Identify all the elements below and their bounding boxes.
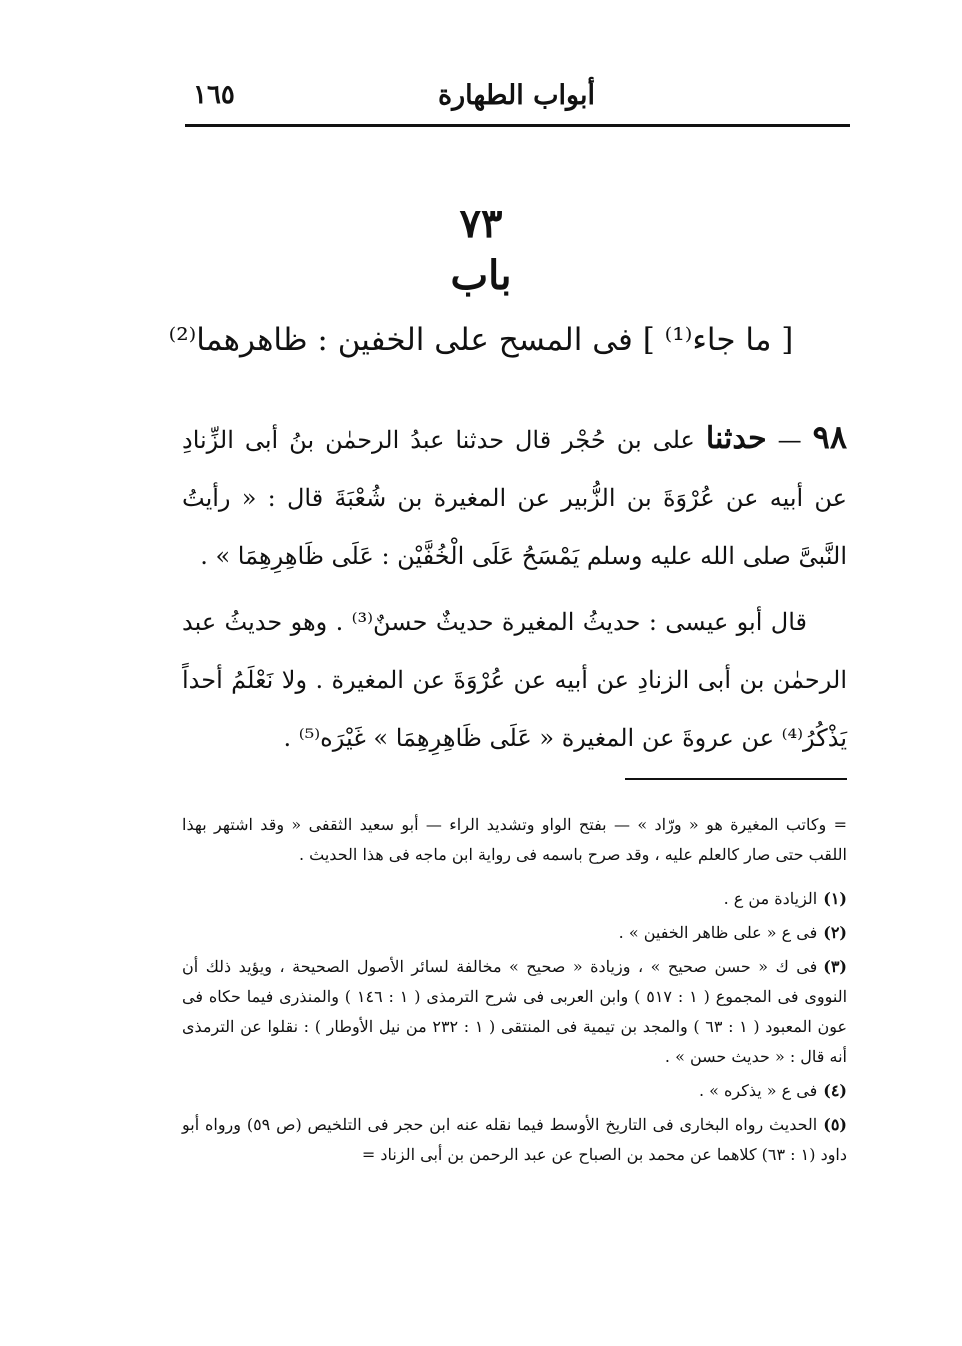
footnote-label: (١) [823, 889, 847, 908]
footnote-item [182, 952, 847, 1072]
footnote-item [182, 1076, 847, 1106]
main-text [182, 408, 847, 767]
running-title: أبواب الطهارة [437, 80, 595, 111]
footnote-label: (٤) [823, 1081, 847, 1100]
hadith-number: ٩٨ [812, 418, 847, 456]
footnote-text: فى ع « على ظاهر الخفين » . [618, 923, 818, 942]
page-number: ١٦٥ [193, 80, 235, 110]
footnote-item [182, 918, 847, 948]
footnote-rule [625, 778, 847, 780]
footnote-label: (٥) [823, 1115, 847, 1134]
hadith-paragraph [182, 408, 847, 585]
footnote-label: (٢) [823, 923, 847, 942]
chapter-number: ٧٣ [459, 200, 503, 247]
footnote-text: فى ك « حسن صحيح » ، وزيادة « صحيح » مخالفة لسائر الأصول الصحيحة ، ويؤيد ذلك أن النووى فى المجموع ( ١ : ٥١٧ ) وابن العربى فى شرح الترمذى ( ١ : ١٤٦ ) والمنذرى فيما حكاه فى عون المعبود ( ١ : ٦٣ ) والمجد بن تيمية فى المنتقى ( ١ : ٢٣٢ من نيل الأوطار ) : نقلوا عن الترمذى أنه قال : « حديث حسن » . [182, 957, 848, 1066]
footnote-text: فى ع « يذكره » . [698, 1081, 818, 1100]
running-header [185, 80, 850, 120]
footnote-text: الزيادة من ع . [723, 889, 818, 908]
hadith-dash: — [777, 426, 802, 454]
chapter-heading: باب [450, 252, 512, 299]
header-rule [185, 124, 850, 127]
footnote-label: (٣) [823, 957, 847, 976]
hadith-opening-word: حدثنا [705, 421, 767, 456]
chapter-title: [ ما جاء⁽¹⁾ ] فى المسح على الخفين : ظاهرهما⁽²⁾ [168, 322, 794, 358]
hadith-text: على بن حُجْر قال حدثنا عبدُ الرحمٰن بنُ أبى الزِّنادِ عن أبيه عن عُرْوَةَ بن الزُّبير عن المغيرة بن شُعْبَةَ قال : « رأيتُ النَّبىَّ صلى الله عليه وسلم يَمْسَحُ عَلَى الْخُفَّيْن : عَلَى ظَاهِرِهِمَا » . [182, 426, 847, 570]
footnote-item [182, 1110, 847, 1170]
footnotes [182, 810, 847, 1174]
footnote-text: الحديث رواه البخارى فى التاريخ الأوسط فيما نقله عنه ابن حجر فى التلخيص (ص ٥٩) ورواه أبو داود (١ : ٦٣) كلاهما عن محمد بن الصباح عن عبد الرحمن بن أبى الزناد = [182, 1115, 847, 1164]
footnote-item [182, 884, 847, 914]
commentary-paragraph: قال أبو عيسى : حديثُ المغيرة حديثٌ حسنٌ⁽³⁾ . وهو حديثُ عبد الرحمٰن بن أبى الزنادِ عن أبيه عن عُرْوَةَ عن المغيرة . ولا نَعْلَمُ أحداً يَذْكُرُ⁽⁴⁾ عن عروةَ عن المغيرة « عَلَى ظَاهِرِهِمَا » غَيْرَه⁽⁵⁾ . [182, 608, 847, 752]
footnote-continuation: = وكاتب المغيرة هو « ورّاد » — بفتح الواو وتشديد الراء — أبو سعيد الثقفى « وقد اشتهر بهذا اللقب حتى صار كالعلم عليه ، وقد صرح باسمه فى رواية ابن ماجه فى هذا الحديث . [182, 815, 847, 864]
